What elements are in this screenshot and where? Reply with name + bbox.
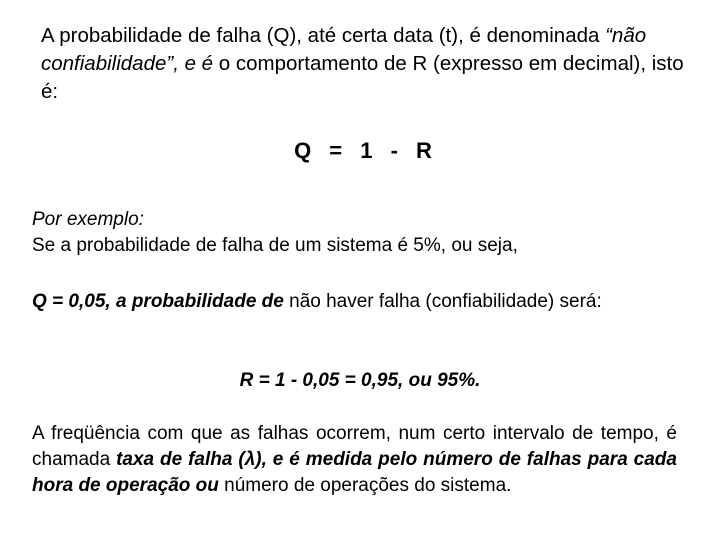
result-formula: R = 1 - 0,05 = 0,95, ou 95%.: [239, 370, 481, 391]
frequency-paragraph: [32, 421, 677, 499]
intro-paragraph: [41, 22, 701, 106]
q-text-rest: não haver falha (confiabilidade) será:: [283, 291, 602, 312]
example-paragraph: [32, 207, 692, 259]
intro-text-1: A probabilidade de falha (Q), até certa data (t), é denominada: [41, 24, 606, 47]
frequency-text-3: número de operações do sistema.: [218, 475, 512, 496]
main-formula: Q = 1 - R: [294, 138, 438, 163]
frequency-text-bold: taxa de falha (λ), e é medida pelo número de falhas para cada hora de operação ou: [32, 449, 677, 496]
example-sentence: Se a probabilidade de falha de um sistema é 5%, ou seja,: [32, 235, 518, 256]
q-text-bold: Q = 0,05, a probabilidade de: [32, 291, 284, 312]
example-label: Por exemplo:: [32, 209, 144, 230]
intro-text-italic: “não confiabilidade”, e é: [41, 24, 647, 75]
intro-text-3: o comportamento de R (expresso em decimal), isto é:: [41, 52, 684, 103]
q-paragraph: [32, 289, 692, 315]
frequency-text-1: A freqüência com que as falhas ocorrem, num certo intervalo de tempo, é chamada: [32, 423, 677, 470]
